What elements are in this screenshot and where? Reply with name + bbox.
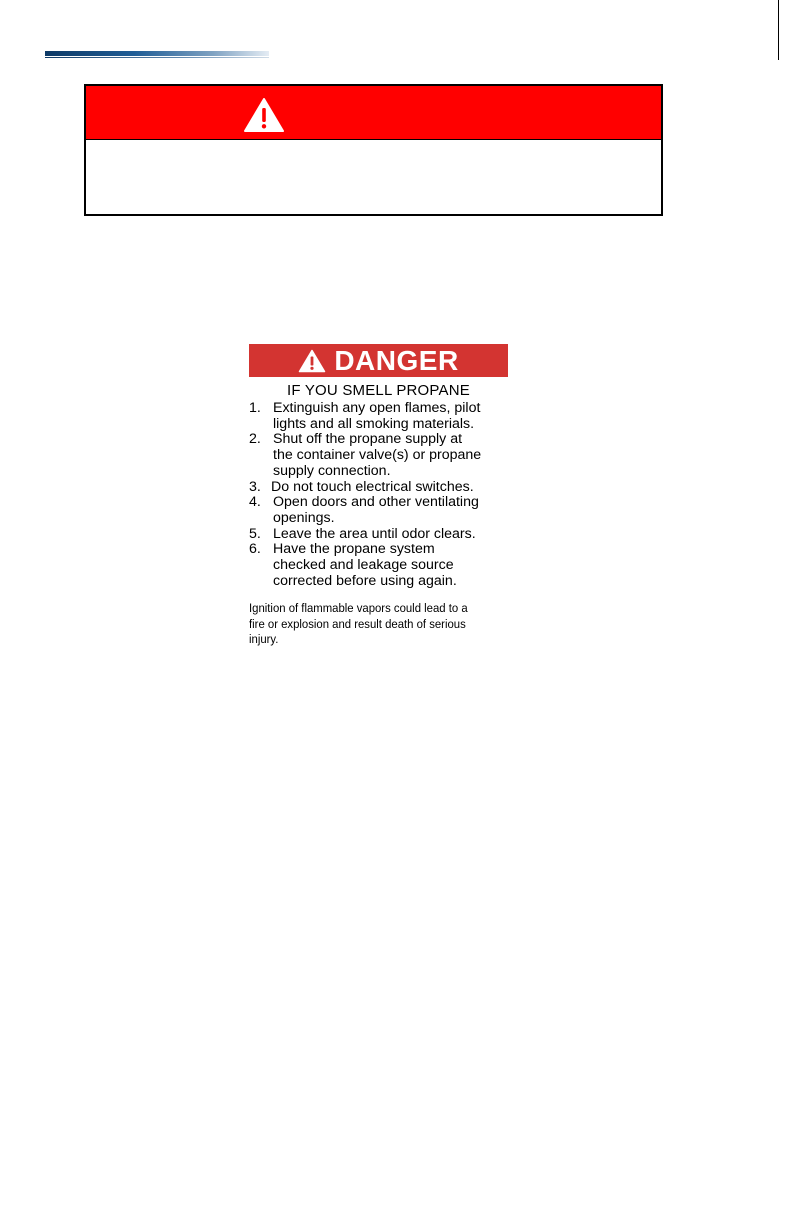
step-number: 5. xyxy=(249,525,261,542)
danger-title: DANGER xyxy=(334,345,459,376)
list-item xyxy=(249,401,511,432)
list-item xyxy=(249,542,511,589)
step-number: 3. xyxy=(249,478,261,495)
warning-triangle-icon xyxy=(298,349,326,373)
step-text-line: the container valve(s) or propane xyxy=(273,447,482,464)
footnote-line: Ignition of flammable vapors could lead to a xyxy=(249,601,468,615)
header-rule-bar xyxy=(45,51,269,56)
step-number: 2. xyxy=(249,431,261,448)
danger-footnote xyxy=(249,601,511,648)
warning-triangle-icon xyxy=(243,97,285,133)
page-edge-rule xyxy=(778,0,779,60)
footnote-line: fire or explosion and result death of serious xyxy=(249,616,466,631)
warning-callout xyxy=(84,84,663,216)
step-text-line: Shut off the propane supply at xyxy=(273,431,463,448)
list-item xyxy=(249,432,511,479)
step-number: 6. xyxy=(249,541,261,558)
step-text-line: supply connection. xyxy=(273,462,391,479)
danger-subtitle: IF YOU SMELL PROPANE xyxy=(287,382,470,399)
step-text-line: openings. xyxy=(273,509,335,526)
step-number: 1. xyxy=(249,400,261,416)
propane-danger-label xyxy=(249,344,509,656)
list-item xyxy=(249,480,511,496)
step-text-line: lights and all smoking materials. xyxy=(273,415,475,432)
step-text-line: corrected before using again. xyxy=(273,572,457,589)
step-text-line: Leave the area until odor clears. xyxy=(273,525,476,542)
warning-callout-body xyxy=(86,140,661,214)
warning-callout-header xyxy=(86,86,661,140)
header-rule-line xyxy=(45,57,269,58)
footnote-line: injury. xyxy=(249,632,279,646)
list-item xyxy=(249,495,511,526)
danger-steps-list xyxy=(249,401,511,589)
step-text-line: Extinguish any open flames, pilot xyxy=(273,400,481,416)
step-number: 4. xyxy=(249,494,261,511)
header-rule xyxy=(45,51,269,59)
step-text-line: Have the propane system xyxy=(273,541,435,558)
step-text-line: Open doors and other ventilating xyxy=(273,494,479,511)
list-item xyxy=(249,527,511,543)
danger-banner xyxy=(249,344,508,377)
step-text-line: Do not touch electrical switches. xyxy=(271,478,474,495)
step-text-line: checked and leakage source xyxy=(273,557,454,574)
